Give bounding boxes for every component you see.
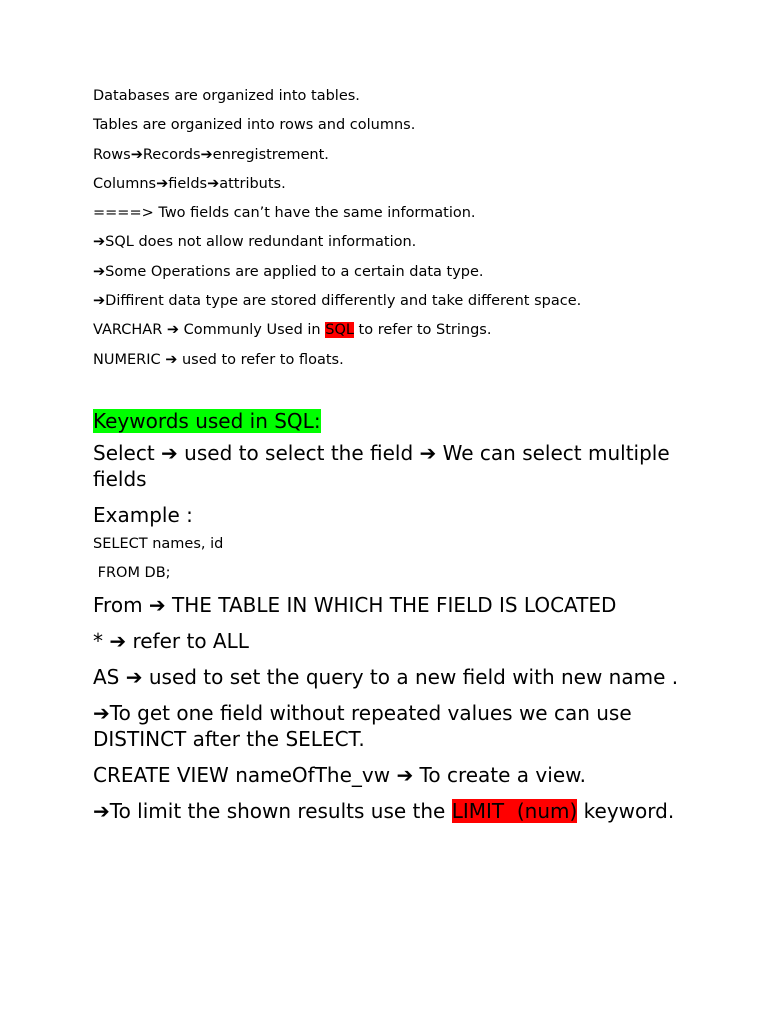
varchar-text-before: VARCHAR ➔ Communly Used in (93, 322, 326, 339)
intro-line-rows-columns: Tables are organized into rows and columns. (93, 117, 416, 134)
limit-text-before: ➔To limit the shown results use the (93, 798, 452, 823)
intro-line-two-fields: ====> Two fields can’t have the same information. (93, 205, 476, 222)
document-page (93, 86, 683, 834)
intro-line-tables: Databases are organized into tables. (93, 88, 360, 104)
keywords-heading (93, 408, 683, 434)
code-line-from: FROM DB; (93, 564, 171, 581)
sql-highlight: SQL (325, 322, 354, 339)
from-line: From ➔ THE TABLE IN WHICH THE FIELD IS LOCATED (93, 592, 617, 617)
star-line: * ➔ refer to ALL (93, 628, 249, 653)
example-label: Example : (93, 502, 193, 527)
limit-line (93, 798, 683, 824)
keywords-heading-highlight: Keywords used in SQL: (93, 408, 321, 433)
varchar-line (93, 320, 683, 340)
as-line: AS ➔ used to set the query to a new field with new name . (93, 664, 679, 689)
code-line-select: SELECT names, id (93, 535, 224, 552)
intro-line-columns-fields: Columns➔fields➔attributs. (93, 175, 286, 192)
create-view-line: CREATE VIEW nameOfThe_vw ➔ To create a view. (93, 762, 586, 787)
numeric-line: NUMERIC ➔ used to refer to floats. (93, 351, 344, 368)
distinct-line: ➔To get one field without repeated values we can use DISTINCT after the SELECT. (93, 700, 639, 751)
varchar-text-after: to refer to Strings. (353, 322, 492, 339)
intro-line-operations: ➔Some Operations are applied to a certain data type. (93, 263, 484, 280)
select-line: Select ➔ used to select the field ➔ We can select multiple fields (93, 440, 677, 491)
intro-line-redundant: ➔SQL does not allow redundant information. (93, 234, 417, 251)
limit-text-after: keyword. (577, 798, 675, 823)
intro-line-rows-records: Rows➔Records➔enregistrement. (93, 146, 329, 163)
limit-highlight: LIMIT (num) (451, 798, 578, 823)
intro-line-data-types: ➔Diffirent data type are stored differently and take different space. (93, 293, 582, 310)
